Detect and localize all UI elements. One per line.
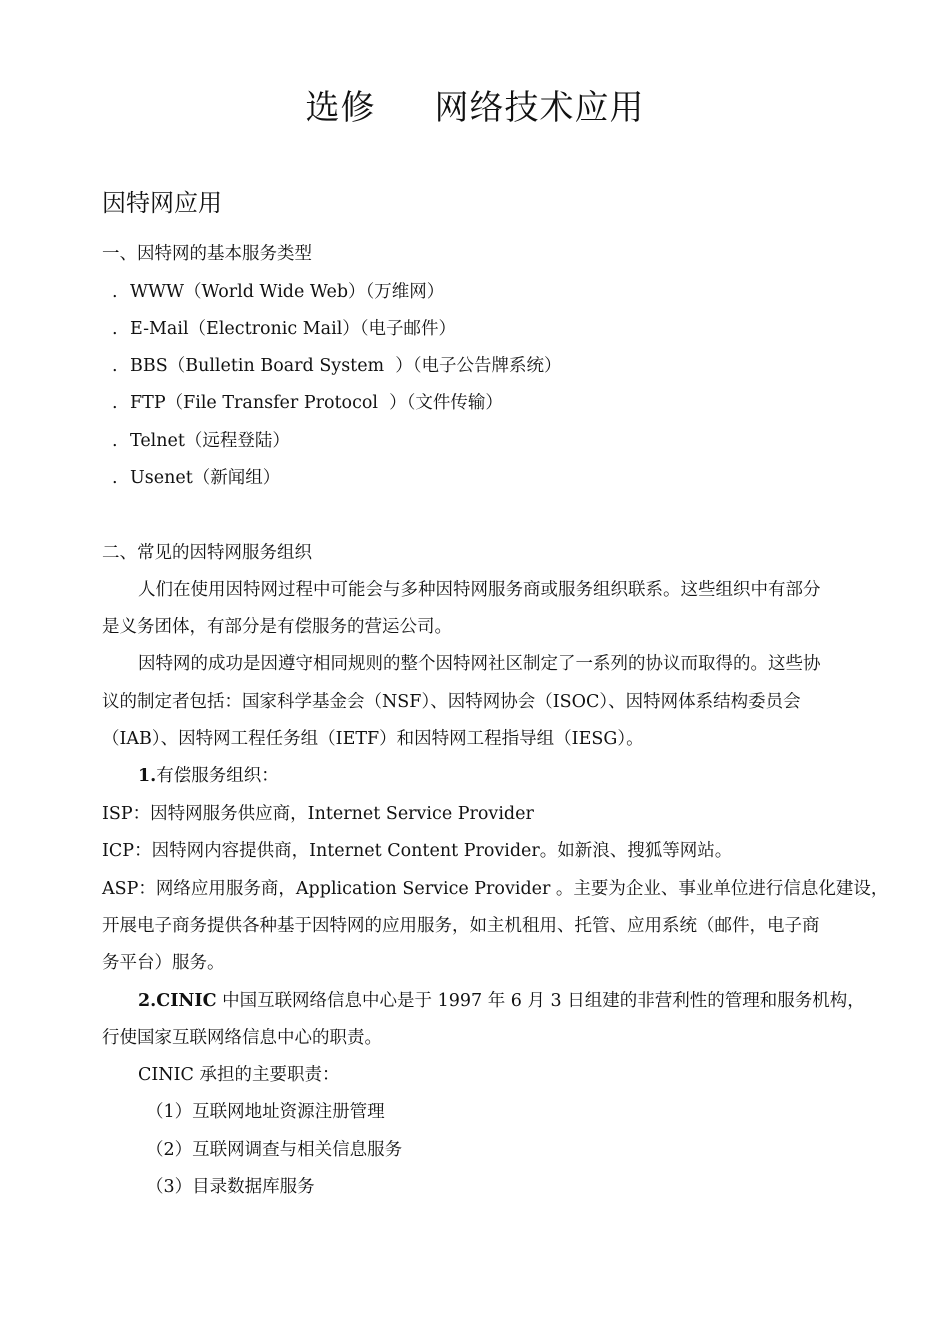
page-title: 选修 网络技术应用	[305, 88, 645, 128]
bullet-marker: .	[112, 356, 118, 376]
bullet-marker: .	[112, 282, 118, 302]
duties-heading: CINIC 承担的主要职责：	[138, 1065, 340, 1085]
list-item-text: Usenet（新闻组）	[130, 468, 281, 488]
subheading-paid-services	[138, 763, 913, 789]
paragraph-line: 是义务团体，有部分是有偿服务的营运公司。	[102, 617, 452, 637]
paragraph-line: （IAB）、因特网工程任务组（IETF）和因特网工程指导组（IESG）。	[102, 729, 644, 749]
list-item	[112, 465, 887, 491]
duty-item: （2）互联网调查与相关信息服务	[146, 1140, 403, 1160]
paragraph-text: 中国互联网络信息中心是于 1997 年 6 月 3 日组建的非营利性的管理和服务机构，	[216, 991, 865, 1011]
subheading-cinic	[138, 988, 913, 1014]
list-item-text: FTP（File Transfer Protocol ）（文件传输）	[130, 393, 503, 413]
list-item	[112, 279, 887, 305]
paragraph-line: 因特网的成功是因遵守相同规则的整个因特网社区制定了一系列的协议而取得的。这些协	[138, 654, 821, 674]
list-item	[112, 353, 887, 379]
list-item-text: WWW（World Wide Web）（万维网）	[130, 282, 445, 302]
bullet-marker: .	[112, 319, 118, 339]
bullet-marker: .	[112, 393, 118, 413]
isp-line: ISP：因特网服务供应商，Internet Service Provider	[102, 804, 534, 824]
list-item-text: BBS（Bulletin Board System ）（电子公告牌系统）	[130, 356, 562, 376]
paragraph-line: 议的制定者包括：国家科学基金会（NSF）、因特网协会（ISOC）、因特网体系结构委员会	[102, 692, 801, 712]
subheading-number: 1.	[138, 766, 157, 786]
paragraph-line: 行使国家互联网络信息中心的职责。	[102, 1028, 382, 1048]
subheading-text: 有偿服务组织：	[156, 766, 279, 786]
subheading-number: 2.CINIC	[138, 991, 217, 1011]
icp-line: ICP：因特网内容提供商，Internet Content Provider。如新浪、搜狐等网站。	[102, 841, 733, 861]
part2-heading: 二、常见的因特网服务组织	[102, 543, 312, 563]
section-title: 因特网应用	[102, 189, 222, 217]
duty-item: （3）目录数据库服务	[146, 1177, 315, 1197]
paragraph-line: 开展电子商务提供各种基于因特网的应用服务，如主机租用、托管、应用系统（邮件，电子商	[102, 916, 820, 936]
duty-item: （1）互联网地址资源注册管理	[146, 1102, 385, 1122]
part1-heading: 一、因特网的基本服务类型	[102, 244, 312, 264]
list-item	[112, 428, 887, 454]
list-item-text: E-Mail（Electronic Mail）（电子邮件）	[130, 319, 457, 339]
asp-line: ASP：网络应用服务商，Application Service Provider 。主要为企业、事业单位进行信息化建设，	[102, 879, 889, 899]
bullet-marker: .	[112, 468, 118, 488]
paragraph-line: 务平台）服务。	[102, 953, 225, 973]
list-item-text: Telnet（远程登陆）	[130, 431, 290, 451]
list-item	[112, 390, 887, 416]
bullet-marker: .	[112, 431, 118, 451]
paragraph-line: 人们在使用因特网过程中可能会与多种因特网服务商或服务组织联系。这些组织中有部分	[138, 580, 821, 600]
list-item	[112, 316, 887, 342]
